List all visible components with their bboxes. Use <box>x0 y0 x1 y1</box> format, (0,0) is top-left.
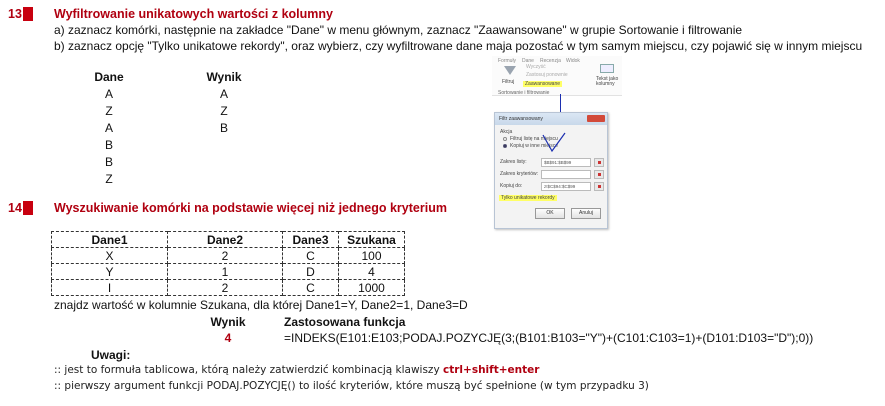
cancel-button: Anuluj <box>571 208 601 219</box>
radio-in-place <box>503 137 507 141</box>
text-to-columns-label: Tekst jako kolumny <box>596 76 619 87</box>
result-value: 4 <box>224 331 232 345</box>
ribbon-tab: Widok <box>566 58 580 64</box>
table-header-cell: Dane1 <box>52 232 168 248</box>
table-cell: I <box>52 280 168 296</box>
copy-to-field: z!$C$94:$C$99 <box>541 182 591 191</box>
ribbon-tab: Dane <box>522 58 534 64</box>
note-array-formula <box>54 364 539 376</box>
result-header: Wynik <box>210 315 246 329</box>
table-header-cell: Szukana <box>339 232 405 248</box>
data-column-header: Dane <box>94 70 124 84</box>
group-label: Sortowanie i filtrowanie <box>498 90 550 96</box>
data-column <box>79 69 139 188</box>
section-13-marker <box>23 7 33 21</box>
range-picker-icon <box>594 182 604 191</box>
section-14-number: 14 <box>8 201 22 215</box>
section-13-number: 13 <box>8 7 22 21</box>
table-cell: C <box>283 248 339 264</box>
ribbon <box>492 56 622 96</box>
range-picker-icon <box>594 158 604 167</box>
result-value: A <box>219 87 228 101</box>
data-value: B <box>104 138 113 152</box>
advanced-filter-dialog <box>494 112 608 229</box>
result-value: Z <box>220 104 228 118</box>
function-header: Zastosowana funkcja <box>284 315 406 329</box>
checkmark-arrow-icon <box>539 129 567 155</box>
section-13-step-a: a) zaznacz komórki, następnie na zakładce "Dane" w menu głównym, zaznacz "Zaawansowane" w grupie Sortowanie i filtrowanie <box>54 23 743 37</box>
filter-label: Filtruj <box>502 79 515 85</box>
unique-records-checkbox-label: Tylko unikatowe rekordy <box>501 195 555 201</box>
result-value: B <box>219 121 228 135</box>
dialog-title: Filtr zaawansowany <box>495 113 607 125</box>
table-cell: X <box>52 248 168 264</box>
table-cell: C <box>283 280 339 296</box>
section-14-marker <box>23 201 33 215</box>
list-range-label: Zakres listy: <box>500 159 527 165</box>
criteria-range-field <box>541 170 591 179</box>
table-cell: 2 <box>168 248 283 264</box>
table-header-cell: Dane3 <box>283 232 339 248</box>
note-text: :: jest to formuła tablicowa, którą należy zatwierdzić kombinacją klawiszy <box>54 364 443 376</box>
reapply-label: Zastosuj ponownie <box>526 72 568 78</box>
option-copy-label: Kopiuj w inne miejsce <box>510 143 559 149</box>
criteria-table <box>51 231 405 296</box>
table-cell: 100 <box>339 248 405 264</box>
ribbon-tab: Formuły <box>498 58 517 64</box>
table-cell: 1000 <box>339 280 405 296</box>
ribbon-tab: Recenzja <box>540 58 561 64</box>
clear-label: Wyczyść <box>526 64 546 70</box>
filter-funnel-icon <box>504 66 516 75</box>
data-value: B <box>104 155 113 169</box>
advanced-label: Zaawansowane <box>525 81 561 87</box>
task-description: znajdz wartość w kolumnie Szukana, dla której Dane1=Y, Dane2=1, Dane3=D <box>54 298 468 312</box>
section-13-title: Wyfiltrowanie unikatowych wartości z kolumny <box>54 7 333 21</box>
range-picker-icon <box>594 170 604 179</box>
result-column-header: Wynik <box>206 70 242 84</box>
table-header-cell: Dane2 <box>168 232 283 248</box>
copy-to-label: Kopiuj do: <box>500 183 523 189</box>
table-row <box>52 248 405 264</box>
excel-advanced-filter-screenshot <box>492 56 622 230</box>
notes-header: Uwagi: <box>91 348 131 362</box>
keyboard-shortcut: ctrl+shift+enter <box>443 364 540 376</box>
table-cell: 4 <box>339 264 405 280</box>
data-value: A <box>104 121 113 135</box>
list-range-field: $B$91:$B$99 <box>541 158 591 167</box>
close-icon <box>587 115 605 122</box>
table-row <box>52 264 405 280</box>
data-value: Z <box>105 172 113 186</box>
note-first-argument: :: pierwszy argument funkcji PODAJ.POZYCJĘ() to ilość kryteriów, które muszą być spełnione (w tym przypadku 3) <box>54 380 649 392</box>
section-14-title: Wyszukiwanie komórki na podstawie więcej niż jednego kryterium <box>54 201 447 215</box>
text-to-columns-icon <box>600 64 614 73</box>
action-label: Akcja <box>500 129 513 135</box>
section-13-step-b: b) zaznacz opcję "Tylko unikatowe rekordy", oraz wybierz, czy wyfiltrowane dane maja pozostać w tym samym miejscu, czy pojawić się w innym miejscu <box>54 39 863 53</box>
criteria-range-label: Zakres kryteriów: <box>500 171 539 177</box>
table-header-row <box>52 232 405 248</box>
radio-copy <box>503 144 507 148</box>
function-formula: =INDEKS(E101:E103;PODAJ.POZYCJĘ(3;(B101:B103="Y")+(C101:C103=1)+(D101:D103="D");0)) <box>284 331 814 345</box>
table-cell: Y <box>52 264 168 280</box>
ok-button: OK <box>535 208 565 219</box>
table-cell: 1 <box>168 264 283 280</box>
option-in-place-label: Filtruj listę na miejscu <box>510 136 558 142</box>
table-cell: D <box>283 264 339 280</box>
table-row <box>52 280 405 296</box>
table-cell: 2 <box>168 280 283 296</box>
data-value: A <box>104 87 113 101</box>
data-value: Z <box>105 104 113 118</box>
result-column <box>194 69 254 137</box>
